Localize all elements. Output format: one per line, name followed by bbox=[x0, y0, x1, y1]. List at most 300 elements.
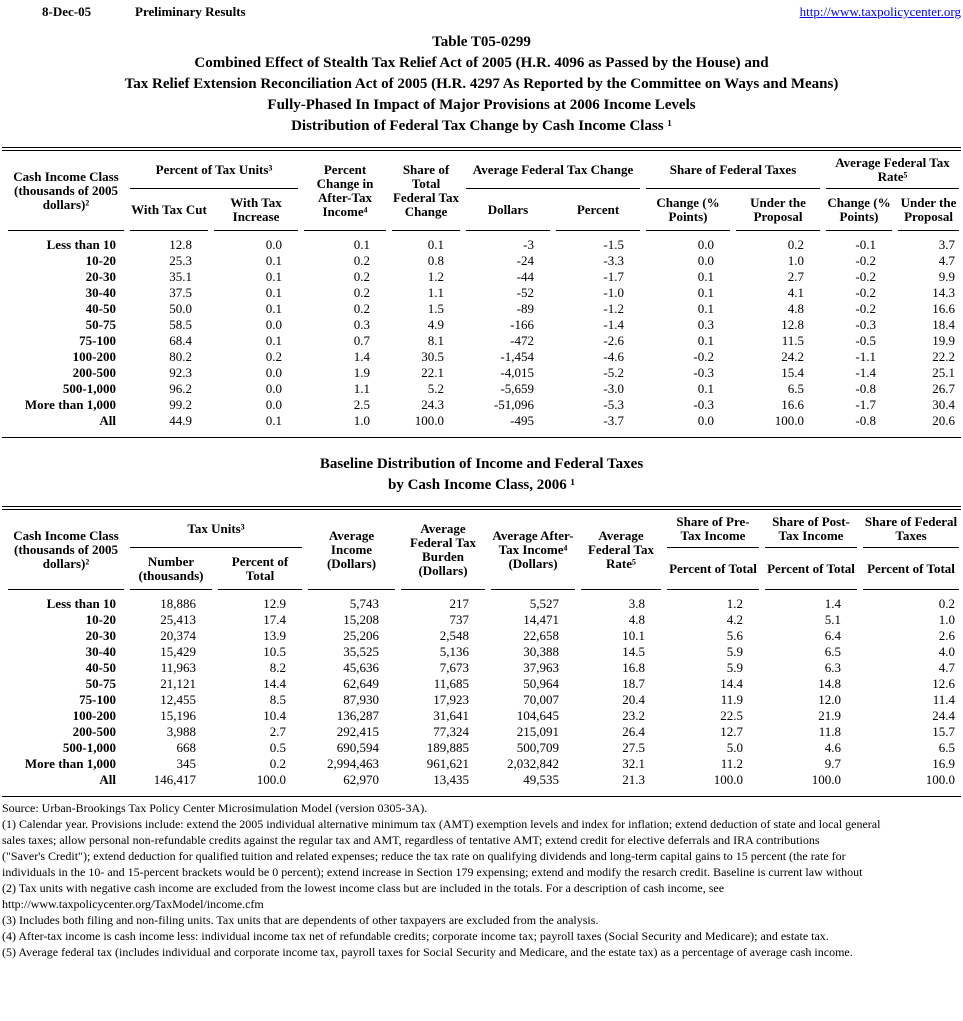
data-cell: 9.9 bbox=[938, 269, 956, 284]
data-cell: 18,886 bbox=[160, 596, 196, 611]
footnote-2-url: http://www.taxpolicycenter.org/TaxModel/income.cfm bbox=[2, 897, 264, 911]
col-pre-tax-percent-of-total: Percent of Total bbox=[667, 548, 759, 590]
data-cell: 23.2 bbox=[622, 708, 645, 723]
data-cell: 2,548 bbox=[439, 628, 469, 643]
table-row bbox=[8, 660, 959, 676]
data-cell: 6.5 bbox=[938, 740, 955, 755]
footnotes-block bbox=[2, 800, 961, 960]
data-cell: 0.2 bbox=[269, 756, 286, 771]
data-cell: 25,206 bbox=[343, 628, 379, 643]
data-cell: 30.5 bbox=[421, 349, 444, 364]
data-cell: 4.7 bbox=[938, 660, 955, 675]
table-row bbox=[8, 333, 959, 349]
data-cell: 10.1 bbox=[622, 628, 645, 643]
data-cell: 6.5 bbox=[787, 381, 805, 396]
data-cell: 4.8 bbox=[787, 301, 805, 316]
title-line-3: Tax Relief Extension Reconciliation Act of 2005 (H.R. 4297 As Reported by the Committee on Ways and Means) bbox=[124, 76, 839, 92]
table-row bbox=[8, 413, 959, 437]
data-cell: 17,923 bbox=[433, 692, 469, 707]
footnote-2-line-1: (2) Tax units with negative cash income are excluded from the lowest income class but are included in the totals. For a description of cash income, see bbox=[2, 881, 725, 895]
data-cell: 2.5 bbox=[353, 397, 370, 412]
data-cell: -3.3 bbox=[603, 253, 624, 268]
row-label: 10-20 bbox=[85, 253, 116, 268]
data-cell: 4.9 bbox=[427, 317, 444, 332]
data-cell: 0.1 bbox=[265, 253, 282, 268]
data-cell: 5,743 bbox=[349, 596, 379, 611]
table-row bbox=[8, 317, 959, 333]
data-cell: 11,963 bbox=[160, 660, 196, 675]
table-row bbox=[8, 301, 959, 317]
data-cell: 100.0 bbox=[811, 772, 841, 787]
data-cell: 99.2 bbox=[169, 397, 192, 412]
data-cell: -3.0 bbox=[603, 381, 624, 396]
data-cell: -1.4 bbox=[603, 317, 624, 332]
table-row bbox=[8, 708, 959, 724]
row-label: 50-75 bbox=[85, 317, 116, 332]
data-cell: 26.4 bbox=[622, 724, 645, 739]
data-cell: -0.1 bbox=[855, 237, 877, 252]
row-label: All bbox=[99, 413, 116, 428]
row-label: 75-100 bbox=[79, 333, 116, 348]
data-cell: -89 bbox=[516, 301, 534, 316]
col-rate-under-proposal: Under the Proposal bbox=[898, 189, 959, 231]
data-cell: 87,930 bbox=[343, 692, 379, 707]
data-cell: 100.0 bbox=[256, 772, 286, 787]
title-line-5: Distribution of Federal Tax Change by Cash Income Class ¹ bbox=[291, 118, 672, 134]
table-row bbox=[8, 692, 959, 708]
col-group-share-federal-taxes: Share of Federal Taxes bbox=[863, 510, 959, 548]
data-cell: 18.7 bbox=[622, 676, 645, 691]
footnote-3: (3) Includes both filing and non-filing units. Tax units that are dependents of other taxpayers are excluded from the analysis. bbox=[2, 913, 599, 927]
data-cell: -3.7 bbox=[603, 413, 624, 428]
row-label: Less than 10 bbox=[46, 596, 116, 611]
data-cell: -4.6 bbox=[603, 349, 624, 364]
data-cell: 3.7 bbox=[938, 237, 956, 252]
data-cell: 1.4 bbox=[353, 349, 370, 364]
data-cell: 0.1 bbox=[265, 333, 282, 348]
data-cell: 11,685 bbox=[433, 676, 469, 691]
data-cell: 24.2 bbox=[781, 349, 805, 364]
data-cell: 6.5 bbox=[824, 644, 841, 659]
data-cell: 0.1 bbox=[353, 237, 370, 252]
row-label: Less than 10 bbox=[46, 237, 116, 252]
site-link[interactable]: http://www.taxpolicycenter.org bbox=[799, 4, 961, 19]
col-income-class: Cash Income Class (thousands of 2005 dollars)² bbox=[8, 510, 124, 590]
report-title-block bbox=[0, 32, 963, 137]
data-cell: 11.8 bbox=[818, 724, 841, 739]
data-cell: -1,454 bbox=[500, 349, 534, 364]
footnote-4: (4) After-tax income is cash income less: individual income tax net of refundable credits; corporate income tax; payroll taxes (Social Security and Medicare); and estate tax. bbox=[2, 929, 829, 943]
row-label: 20-30 bbox=[85, 628, 116, 643]
data-cell: 1.2 bbox=[726, 596, 743, 611]
data-cell: 6.4 bbox=[824, 628, 841, 643]
tax-change-table bbox=[2, 151, 963, 437]
data-cell: -0.8 bbox=[855, 381, 877, 396]
data-cell: 21.9 bbox=[818, 708, 841, 723]
data-cell: 62,649 bbox=[343, 676, 379, 691]
table-row bbox=[8, 381, 959, 397]
data-cell: 0.1 bbox=[265, 269, 282, 284]
data-cell: 100.0 bbox=[774, 413, 805, 428]
data-cell: 189,885 bbox=[426, 740, 469, 755]
data-cell: 1.1 bbox=[427, 285, 444, 300]
data-cell: 8.5 bbox=[269, 692, 286, 707]
col-average-income: Average Income (Dollars) bbox=[308, 510, 395, 590]
data-cell: 10.4 bbox=[263, 708, 286, 723]
data-cell: 32.1 bbox=[622, 756, 645, 771]
status-label: Preliminary Results bbox=[135, 4, 246, 19]
data-cell: 27.5 bbox=[622, 740, 645, 755]
data-cell: 14.3 bbox=[932, 285, 956, 300]
data-cell: -1.4 bbox=[855, 365, 877, 380]
data-cell: -0.2 bbox=[855, 269, 877, 284]
data-cell: 0.2 bbox=[353, 269, 370, 284]
data-cell: 5,136 bbox=[439, 644, 469, 659]
data-cell: 31,641 bbox=[433, 708, 469, 723]
data-cell: 49,535 bbox=[523, 772, 559, 787]
baseline-table-wrap bbox=[2, 506, 961, 797]
col-number-thousands: Number (thousands) bbox=[130, 548, 212, 590]
footnote-1-line-4: individuals in the 10- and 15-percent brackets would be 0 percent); extend increase in Section 179 expensing; extend and modify the resarch credit. Baseline is current law without bbox=[2, 865, 863, 879]
row-label: More than 1,000 bbox=[24, 397, 116, 412]
data-cell: 12.8 bbox=[781, 317, 805, 332]
col-income-class: Cash Income Class (thousands of 2005 dollars)² bbox=[8, 151, 124, 231]
data-cell: 14.4 bbox=[263, 676, 286, 691]
table-row bbox=[8, 253, 959, 269]
data-cell: 20,374 bbox=[160, 628, 196, 643]
data-cell: 25,413 bbox=[160, 612, 196, 627]
data-cell: 1.0 bbox=[938, 612, 955, 627]
data-cell: 0.1 bbox=[265, 285, 282, 300]
table-row bbox=[8, 644, 959, 660]
data-cell: 4.7 bbox=[938, 253, 956, 268]
table-row bbox=[8, 365, 959, 381]
data-cell: 96.2 bbox=[169, 381, 192, 396]
data-cell: 20.6 bbox=[932, 413, 956, 428]
data-cell: -1.1 bbox=[855, 349, 877, 364]
data-cell: 0.1 bbox=[697, 301, 714, 316]
data-cell: 0.7 bbox=[353, 333, 370, 348]
date-label: 8-Dec-05 bbox=[42, 4, 92, 19]
data-cell: 0.1 bbox=[697, 381, 714, 396]
data-cell: 0.3 bbox=[697, 317, 714, 332]
data-cell: 22.5 bbox=[720, 708, 743, 723]
data-cell: -1.5 bbox=[603, 237, 624, 252]
row-label: 50-75 bbox=[85, 676, 116, 691]
data-cell: 5.9 bbox=[726, 660, 743, 675]
data-cell: 25.1 bbox=[932, 365, 956, 380]
data-cell: 22.2 bbox=[932, 349, 956, 364]
data-cell: 30,388 bbox=[523, 644, 559, 659]
data-cell: -0.5 bbox=[855, 333, 877, 348]
table-row bbox=[8, 612, 959, 628]
data-cell: 22,658 bbox=[523, 628, 559, 643]
data-cell: -1.7 bbox=[603, 269, 624, 284]
data-cell: 1.0 bbox=[787, 253, 805, 268]
data-cell: -1.2 bbox=[603, 301, 624, 316]
data-cell: 1.5 bbox=[427, 301, 444, 316]
data-cell: 0.0 bbox=[697, 253, 714, 268]
col-percent: Percent bbox=[556, 189, 640, 231]
data-cell: 0.0 bbox=[265, 317, 282, 332]
data-cell: 1.1 bbox=[353, 381, 370, 396]
title-table-number: Table T05-0299 bbox=[432, 34, 531, 50]
data-cell: 737 bbox=[449, 612, 469, 627]
data-cell: 24.4 bbox=[932, 708, 955, 723]
data-cell: 22.1 bbox=[421, 365, 444, 380]
baseline-title-line-2: by Cash Income Class, 2006 ¹ bbox=[387, 477, 576, 493]
data-cell: -1.0 bbox=[603, 285, 624, 300]
data-cell: 961,621 bbox=[426, 756, 469, 771]
data-cell: -0.3 bbox=[693, 365, 714, 380]
data-cell: 1.0 bbox=[353, 413, 370, 428]
data-cell: 15,208 bbox=[343, 612, 379, 627]
data-cell: 37,963 bbox=[523, 660, 559, 675]
data-cell: 1.4 bbox=[824, 596, 841, 611]
row-label: 20-30 bbox=[85, 269, 116, 284]
data-cell: -0.2 bbox=[855, 253, 877, 268]
data-cell: -3 bbox=[523, 237, 534, 252]
data-cell: 8.2 bbox=[269, 660, 286, 675]
data-cell: 37.5 bbox=[169, 285, 192, 300]
data-cell: 15.4 bbox=[781, 365, 805, 380]
col-average-federal-tax-burden: Average Federal Tax Burden (Dollars) bbox=[401, 510, 485, 590]
data-cell: 26.7 bbox=[932, 381, 956, 396]
data-cell: -495 bbox=[510, 413, 534, 428]
data-cell: 0.1 bbox=[265, 301, 282, 316]
col-average-after-tax-income: Average After-Tax Income⁴ (Dollars) bbox=[491, 510, 575, 590]
data-cell: 50,964 bbox=[523, 676, 559, 691]
row-label: 100-200 bbox=[72, 349, 116, 364]
data-cell: 690,594 bbox=[336, 740, 379, 755]
data-cell: 15,196 bbox=[160, 708, 196, 723]
data-cell: 3.8 bbox=[628, 596, 645, 611]
data-cell: 1.9 bbox=[353, 365, 370, 380]
data-cell: 16.8 bbox=[622, 660, 645, 675]
data-cell: 146,417 bbox=[153, 772, 196, 787]
col-group-avg-federal-tax-change: Average Federal Tax Change bbox=[466, 151, 640, 189]
data-cell: 13.9 bbox=[263, 628, 286, 643]
data-cell: 5.6 bbox=[726, 628, 743, 643]
data-cell: 0.2 bbox=[787, 237, 805, 252]
col-group-pct-tax-units: Percent of Tax Units³ bbox=[130, 151, 298, 189]
col-with-tax-increase: With Tax Increase bbox=[214, 189, 298, 231]
data-cell: 4.1 bbox=[787, 285, 805, 300]
data-cell: -0.2 bbox=[855, 301, 877, 316]
col-percent-of-total: Percent of Total bbox=[218, 548, 302, 590]
data-cell: 62,970 bbox=[343, 772, 379, 787]
footnote-1-line-1: (1) Calendar year. Provisions include: extend the 2005 individual alternative minimum tax (AMT) exemption levels and index for inflation; extend deduction of state and local general bbox=[2, 817, 881, 831]
row-label: 100-200 bbox=[72, 708, 116, 723]
data-cell: 7,673 bbox=[439, 660, 469, 675]
footnote-1-line-3: ("Saver's Credit"); extend deduction for qualified tuition and related expenses; reduce the tax rate on qualifying dividends and long-term capital gains to 15 percent (the rate for bbox=[2, 849, 846, 863]
data-cell: 2.6 bbox=[938, 628, 955, 643]
table-row bbox=[8, 231, 959, 253]
data-cell: -0.2 bbox=[693, 349, 714, 364]
col-group-share-pre-tax-income: Share of Pre-Tax Income bbox=[667, 510, 759, 548]
data-cell: 0.2 bbox=[938, 596, 955, 611]
table-row bbox=[8, 676, 959, 692]
data-cell: 12,455 bbox=[160, 692, 196, 707]
col-group-share-post-tax-income: Share of Post-Tax Income bbox=[765, 510, 857, 548]
footnote-source: Source: Urban-Brookings Tax Policy Center Microsimulation Model (version 0305-3A). bbox=[2, 801, 428, 815]
data-cell: 77,324 bbox=[433, 724, 469, 739]
data-cell: 11.5 bbox=[781, 333, 805, 348]
col-group-share-federal-taxes: Share of Federal Taxes bbox=[646, 151, 820, 189]
data-cell: 5.9 bbox=[726, 644, 743, 659]
data-cell: 4.6 bbox=[824, 740, 841, 755]
col-share-total-federal-tax-change: Share of Total Federal Tax Change bbox=[392, 151, 460, 231]
data-cell: 4.0 bbox=[938, 644, 955, 659]
data-cell: 11.9 bbox=[720, 692, 743, 707]
data-cell: 44.9 bbox=[169, 413, 192, 428]
data-cell: 0.1 bbox=[697, 333, 714, 348]
data-cell: 0.0 bbox=[265, 237, 282, 252]
data-cell: -2.6 bbox=[603, 333, 624, 348]
table-row bbox=[8, 740, 959, 756]
data-cell: 0.2 bbox=[265, 349, 282, 364]
data-cell: -5.3 bbox=[603, 397, 624, 412]
col-pct-change-after-tax-income: Percent Change in After-Tax Income⁴ bbox=[304, 151, 386, 231]
data-cell: 14.5 bbox=[622, 644, 645, 659]
data-cell: -166 bbox=[510, 317, 534, 332]
baseline-title-line-1: Baseline Distribution of Income and Federal Taxes bbox=[319, 456, 644, 472]
data-cell: 80.2 bbox=[169, 349, 192, 364]
row-label: All bbox=[99, 772, 116, 787]
data-cell: 12.7 bbox=[720, 724, 743, 739]
col-average-federal-tax-rate: Average Federal Tax Rate⁵ bbox=[581, 510, 661, 590]
table-row bbox=[8, 269, 959, 285]
data-cell: 11.2 bbox=[720, 756, 743, 771]
data-cell: 215,091 bbox=[516, 724, 559, 739]
col-fed-taxes-percent-of-total: Percent of Total bbox=[863, 548, 959, 590]
data-cell: 104,645 bbox=[516, 708, 559, 723]
data-cell: 0.2 bbox=[353, 285, 370, 300]
table-row bbox=[8, 590, 959, 612]
data-cell: 2.7 bbox=[269, 724, 286, 739]
data-cell: -0.3 bbox=[693, 397, 714, 412]
data-cell: 100.0 bbox=[414, 413, 444, 428]
data-cell: 11.4 bbox=[932, 692, 955, 707]
data-cell: 292,415 bbox=[336, 724, 379, 739]
row-label: 30-40 bbox=[85, 644, 116, 659]
data-cell: 16.6 bbox=[932, 301, 956, 316]
data-cell: 4.2 bbox=[726, 612, 743, 627]
data-cell: 9.7 bbox=[824, 756, 841, 771]
row-label: 40-50 bbox=[85, 660, 116, 675]
data-cell: 25.3 bbox=[169, 253, 192, 268]
row-label: 75-100 bbox=[79, 692, 116, 707]
data-cell: 5.2 bbox=[427, 381, 444, 396]
col-rate-change-points: Change (% Points) bbox=[826, 189, 892, 231]
col-share-change-points: Change (% Points) bbox=[646, 189, 730, 231]
top-header-bar bbox=[0, 0, 963, 20]
data-cell: 136,287 bbox=[336, 708, 379, 723]
data-cell: 92.3 bbox=[169, 365, 192, 380]
data-cell: -1.7 bbox=[855, 397, 877, 412]
data-cell: 15,429 bbox=[160, 644, 196, 659]
data-cell: 14.4 bbox=[720, 676, 743, 691]
data-cell: 6.3 bbox=[824, 660, 841, 675]
data-cell: 30.4 bbox=[932, 397, 956, 412]
data-cell: 45,636 bbox=[343, 660, 379, 675]
data-cell: 0.0 bbox=[697, 237, 714, 252]
data-cell: 0.8 bbox=[427, 253, 444, 268]
data-cell: 100.0 bbox=[925, 772, 955, 787]
data-cell: 0.1 bbox=[427, 237, 444, 252]
data-cell: 0.2 bbox=[353, 253, 370, 268]
table-row bbox=[8, 628, 959, 644]
footnote-5: (5) Average federal tax (includes individual and corporate income tax, payroll taxes for Social Security and Medicare, and the estate tax) as a percentage of average cash income. bbox=[2, 945, 853, 959]
data-cell: 58.5 bbox=[169, 317, 192, 332]
title-line-4: Fully-Phased In Impact of Major Provisions at 2006 Income Levels bbox=[267, 97, 696, 113]
data-cell: 70,007 bbox=[523, 692, 559, 707]
data-cell: 21,121 bbox=[160, 676, 196, 691]
row-label: 500-1,000 bbox=[62, 381, 116, 396]
data-cell: 15.7 bbox=[932, 724, 955, 739]
data-cell: -51,096 bbox=[493, 397, 534, 412]
data-cell: 12.8 bbox=[169, 237, 192, 252]
col-with-tax-cut: With Tax Cut bbox=[130, 189, 208, 231]
table-row bbox=[8, 772, 959, 796]
data-cell: 2.7 bbox=[787, 269, 805, 284]
data-cell: -44 bbox=[516, 269, 534, 284]
data-cell: 21.3 bbox=[622, 772, 645, 787]
data-cell: 24.3 bbox=[421, 397, 444, 412]
data-cell: 500,709 bbox=[516, 740, 559, 755]
data-cell: 12.6 bbox=[932, 676, 955, 691]
footnote-1-line-2: sales taxes; allow personal non-refundable credits against the regular tax and AMT, regardless of tentative AMT; extend credit for elective deferrals and IRA contributions bbox=[2, 833, 820, 847]
row-label: 40-50 bbox=[85, 301, 116, 316]
table-row bbox=[8, 349, 959, 365]
data-cell: 2,994,463 bbox=[327, 756, 379, 771]
row-label: 200-500 bbox=[72, 365, 116, 380]
data-cell: 5.0 bbox=[726, 740, 743, 755]
data-cell: 0.1 bbox=[697, 285, 714, 300]
data-cell: 0.1 bbox=[697, 269, 714, 284]
data-cell: -4,015 bbox=[500, 365, 534, 380]
data-cell: 14,471 bbox=[523, 612, 559, 627]
data-cell: 0.0 bbox=[265, 365, 282, 380]
data-cell: -5,659 bbox=[500, 381, 534, 396]
row-label: 500-1,000 bbox=[62, 740, 116, 755]
tax-change-table-wrap bbox=[2, 147, 961, 438]
row-label: 200-500 bbox=[72, 724, 116, 739]
table-row bbox=[8, 285, 959, 301]
data-cell: 10.5 bbox=[263, 644, 286, 659]
row-label: More than 1,000 bbox=[24, 756, 116, 771]
data-cell: 3,988 bbox=[166, 724, 196, 739]
data-cell: 0.3 bbox=[353, 317, 370, 332]
data-cell: 14.8 bbox=[818, 676, 841, 691]
data-cell: 5,527 bbox=[529, 596, 559, 611]
data-cell: 50.0 bbox=[169, 301, 192, 316]
col-group-tax-units: Tax Units³ bbox=[130, 510, 302, 548]
data-cell: -0.8 bbox=[855, 413, 877, 428]
data-cell: 0.0 bbox=[265, 381, 282, 396]
data-cell: 0.0 bbox=[265, 397, 282, 412]
data-cell: 16.9 bbox=[932, 756, 955, 771]
baseline-table bbox=[2, 510, 963, 796]
table-row bbox=[8, 724, 959, 740]
table-row bbox=[8, 397, 959, 413]
row-label: 10-20 bbox=[85, 612, 116, 627]
data-cell: 19.9 bbox=[932, 333, 956, 348]
row-label: 30-40 bbox=[85, 285, 116, 300]
data-cell: -0.2 bbox=[855, 285, 877, 300]
data-cell: 4.8 bbox=[628, 612, 645, 627]
col-dollars: Dollars bbox=[466, 189, 550, 231]
